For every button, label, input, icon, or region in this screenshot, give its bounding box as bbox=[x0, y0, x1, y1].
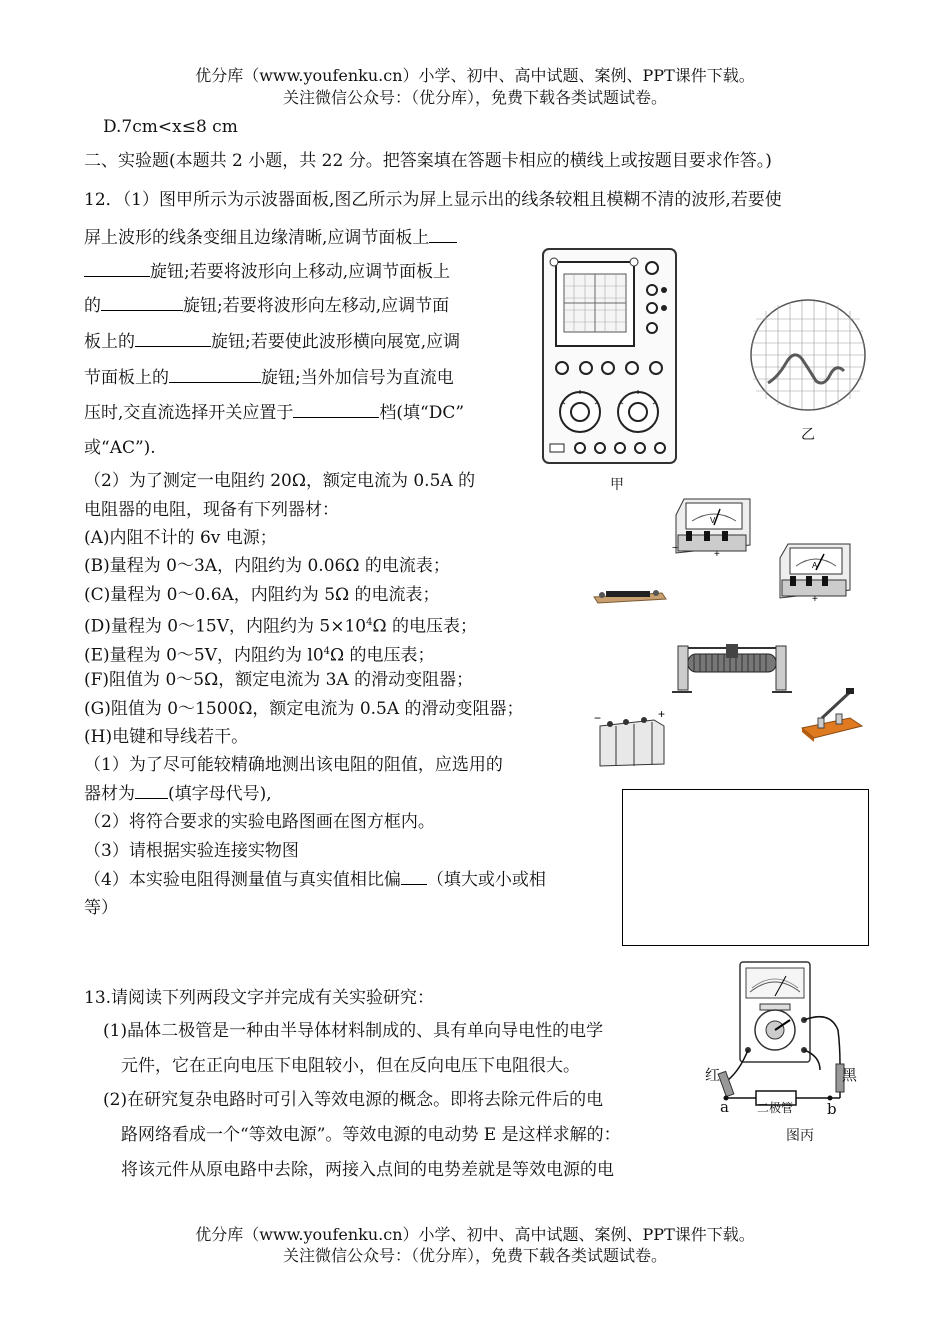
q13-p2-a: (2)在研究复杂电路时可引入等效电源的概念。即将去除元件后的电 bbox=[103, 1090, 604, 1110]
svg-text:+: + bbox=[658, 708, 666, 721]
q12-line-2-text: 屏上波形的线条变细且边缘清晰,应调节面板上 bbox=[84, 228, 430, 248]
blank bbox=[293, 401, 379, 418]
q12-line-7 bbox=[84, 401, 464, 424]
sub-q1-b bbox=[84, 782, 272, 805]
sub-q4 bbox=[84, 868, 546, 891]
blank bbox=[135, 782, 168, 799]
q12-part2-a: （2）为了测定一电阻约 20Ω，额定电流为 0.5A 的 bbox=[84, 471, 476, 491]
item-d bbox=[84, 612, 477, 638]
answer-box[interactable] bbox=[622, 789, 869, 946]
header-line-1: 优分库（www.youfenku.cn）小学、初中、高中试题、案例、PPT课件下载。 bbox=[195, 66, 755, 85]
waveform-screen-figure bbox=[748, 297, 868, 413]
sub-q4-a: （4）本实验电阻得测量值与真实值相比偏 bbox=[84, 870, 401, 890]
sub-q2: （2）将符合要求的实验电路图画在图方框内。 bbox=[84, 812, 435, 832]
q12-line-8: 或“AC”). bbox=[84, 438, 156, 458]
blank bbox=[135, 330, 211, 347]
q12-line-5 bbox=[84, 330, 460, 353]
q12-line-7b: 档(填“DC” bbox=[379, 403, 465, 423]
item-e bbox=[84, 641, 435, 667]
footer-line-2: 关注微信公众号：（优分库），免费下载各类试题试卷。 bbox=[282, 1246, 667, 1265]
blank bbox=[169, 366, 261, 383]
item-b: (B)量程为 0～3A，内阻约为 0.06Ω 的电流表； bbox=[84, 556, 450, 576]
header-line-2: 关注微信公众号：（优分库），免费下载各类试题试卷。 bbox=[282, 88, 667, 107]
label-red: 红 bbox=[705, 1066, 721, 1084]
q12-line-2 bbox=[84, 226, 457, 249]
footer-line-1: 优分库（www.youfenku.cn）小学、初中、高中试题、案例、PPT课件下载。 bbox=[195, 1225, 755, 1244]
q13-p2-b: 路网络看成一个“等效电源”。等效电源的电动势 E 是这样求解的： bbox=[121, 1125, 621, 1145]
label-diode: 二极管 bbox=[757, 1101, 794, 1115]
svg-text:−: − bbox=[594, 711, 602, 725]
ammeter-figure bbox=[776, 540, 856, 604]
rheostat-figure bbox=[668, 640, 796, 700]
knife-switch-figure bbox=[800, 688, 864, 744]
q12-line-5b: 旋钮;若要使此波形横向展宽,应调 bbox=[211, 332, 461, 352]
blank bbox=[429, 226, 457, 243]
blank bbox=[401, 868, 427, 885]
svg-text:A: A bbox=[812, 561, 818, 570]
sub-q4-b: （填大或小或相 bbox=[426, 870, 546, 890]
item-e-tail: Ω 的电压表； bbox=[330, 645, 435, 666]
svg-text:+: + bbox=[812, 594, 818, 604]
sub-q1-a: （1）为了尽可能较精确地测出该电阻的阻值，应选用的 bbox=[84, 755, 503, 775]
figure-label-yi: 乙 bbox=[801, 427, 815, 443]
q13-p1-b: 元件，它在正向电压下电阻较小，但在反向电压下电阻很大。 bbox=[121, 1056, 580, 1076]
q12-line-6a: 节面板上的 bbox=[84, 368, 169, 388]
section2-title: 二、实验题(本题共 2 小题，共 22 分。把答案填在答题卡相应的横线上或按题目要求作答。) bbox=[84, 151, 772, 171]
q13-title: 13.请阅读下列两段文字并完成有关实验研究： bbox=[84, 988, 435, 1008]
q12-line-3-text: 旋钮;若要将波形向上移动,应调节面板上 bbox=[150, 262, 451, 282]
q12-line-7a: 压时,交直流选择开关应置于 bbox=[84, 403, 294, 423]
q12-line-3 bbox=[84, 260, 450, 283]
resistor-board-figure bbox=[592, 585, 668, 607]
q12-part2-b: 电阻器的电阻，现备有下列器材： bbox=[84, 500, 339, 520]
blank bbox=[101, 294, 183, 311]
q12-line-4a: 的 bbox=[84, 296, 101, 316]
figure-label-jia: 甲 bbox=[610, 477, 624, 493]
q12-line-5a: 板上的 bbox=[84, 332, 135, 352]
figure-caption-bing: 图丙 bbox=[786, 1128, 814, 1144]
multimeter-diode-figure bbox=[700, 960, 860, 1120]
item-h: (H)电键和导线若干。 bbox=[84, 727, 249, 747]
item-d-tail: Ω 的电压表； bbox=[372, 616, 477, 637]
q13-p2-c: 将该元件从原电路中去除，两接入点间的电势差就是等效电源的电 bbox=[121, 1160, 614, 1180]
item-g: (G)阻值为 0～1500Ω，额定电流为 0.5A 的滑动变阻器； bbox=[84, 699, 524, 719]
oscilloscope-panel-figure bbox=[540, 246, 680, 468]
item-a: (A)内阻不计的 6v 电源； bbox=[84, 528, 277, 548]
sub-q4-c: 等） bbox=[84, 898, 118, 918]
sub-q3: （3）请根据实验连接实物图 bbox=[84, 841, 299, 861]
svg-text:V: V bbox=[710, 516, 716, 525]
item-d-text: (D)量程为 0～15V，内阻约为 5×10 bbox=[84, 616, 367, 637]
sub-q1-b-text: 器材为 bbox=[84, 784, 135, 804]
q12-line-1: 12．（1）图甲所示为示波器面板,图乙所示为屏上显示出的线条较粗且模糊不清的波形,若要使 bbox=[84, 190, 782, 210]
sub-q1-c: (填字母代号), bbox=[168, 784, 272, 804]
voltmeter-figure bbox=[670, 495, 756, 559]
svg-text:+: + bbox=[714, 549, 720, 559]
label-black: 黑 bbox=[842, 1066, 858, 1084]
item-e-text: (E)量程为 0～5V，内阻约为 l0 bbox=[84, 645, 324, 666]
item-e-exp: 4 bbox=[323, 646, 331, 657]
q12-line-4b: 旋钮;若要将波形向左移动,应调节面 bbox=[183, 296, 450, 316]
option-d: D.7cm<x≤8 cm bbox=[103, 117, 238, 137]
label-b: b bbox=[827, 1100, 837, 1118]
q12-line-6 bbox=[84, 366, 454, 389]
label-a: a bbox=[720, 1098, 729, 1116]
q13-p1-a: (1)晶体二极管是一种由半导体材料制成的、具有单向导电性的电学 bbox=[103, 1021, 604, 1041]
q12-line-6b: 旋钮;当外加信号为直流电 bbox=[261, 368, 454, 388]
blank bbox=[84, 260, 150, 277]
battery-pack-figure bbox=[594, 708, 670, 768]
svg-text:−: − bbox=[672, 543, 678, 554]
item-f: (F)阻值为 0～5Ω，额定电流为 3A 的滑动变阻器； bbox=[84, 670, 474, 690]
q12-line-4 bbox=[84, 294, 449, 317]
item-c: (C)量程为 0～0.6A，内阻约为 5Ω 的电流表； bbox=[84, 585, 440, 605]
item-d-exp: 4 bbox=[366, 617, 373, 628]
